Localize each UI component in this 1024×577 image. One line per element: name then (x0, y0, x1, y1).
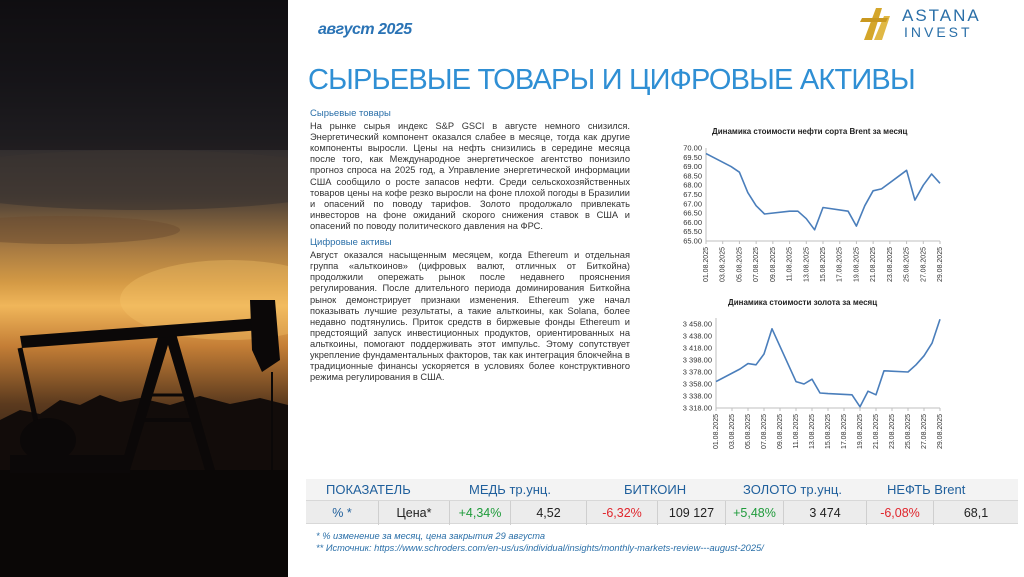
brent-y-tick-label: 68.00 (683, 180, 702, 190)
brent-x-tick-label: 05.08.2025 (736, 247, 744, 283)
brent-chart-title: Динамика стоимости нефти сорта Brent за месяц (712, 127, 908, 136)
gold-x-tick-label: 05.08.2025 (745, 414, 752, 450)
table-header-row (306, 479, 1018, 500)
gold-y-tick-label: 3 458.00 (682, 319, 712, 329)
brent-y-tick-label: 69.00 (683, 162, 702, 172)
header-bitcoin: БИТКОИН (624, 482, 687, 497)
section-text-commodities: На рынке сырья индекс S&P GSCI в августе немного снизился. Энергетический компонент оказался слабее в месяце, тогда как другие компоненты выросли. Цены на нефть снизились в середине месяца после того, как Международное энергетическое агентство понизило прогноз спроса на 2025 год, а Управление энергетической информации США сообщило о росте запасов нефти. Среди сельскохозяйственных товаров цены на кофе резко выросли на фоне плохой погоды в Бразилии и опасений по поводу тарифов. Золото продолжало привлекать инвесторов на фоне ожиданий скорого снижения ставок в США и опасений по поводу политического давления на ФРС. (310, 121, 630, 231)
cell-brent-price: 68,1 (933, 501, 1018, 525)
brent-y-tick-label: 66.50 (683, 208, 702, 218)
brent-chart (640, 120, 980, 285)
gold-x-tick-label: 29.08.2025 (937, 414, 944, 450)
cell-copper-change: +4,34% (449, 501, 510, 525)
brent-y-tick-label: 66.00 (683, 217, 702, 227)
gold-y-tick-label: 3 398.00 (682, 355, 712, 365)
footnote-source: ** Источник: https://www.schroders.com/en-us/us/individual/insights/monthly-markets-review---august-2025/ (316, 543, 764, 553)
header-indicator: ПОКАЗАТЕЛЬ (326, 482, 411, 497)
cell-brent-change: -6,08% (866, 501, 933, 525)
oil-pump-jack-photo (0, 0, 288, 577)
gold-x-tick-label: 21.08.2025 (873, 414, 880, 450)
brent-x-tick-label: 15.08.2025 (820, 247, 827, 283)
footnote-change: * % изменение за месяц, цена закрытия 29 августа (316, 531, 546, 541)
logo-text-invest: INVEST (904, 24, 973, 40)
gold-y-tick-label: 3 338.00 (682, 391, 712, 401)
table-row (306, 500, 1018, 524)
brent-y-tick-label: 69.50 (683, 152, 702, 162)
cell-percent-label: % * (332, 506, 352, 520)
gold-x-tick-label: 17.08.2025 (841, 414, 848, 450)
indicators-table (306, 479, 1018, 526)
brent-x-tick-label: 19.08.2025 (853, 247, 861, 283)
brent-x-tick-label: 21.08.2025 (870, 247, 878, 283)
astana-invest-emblem-icon (858, 4, 898, 44)
brent-x-tick-label: 03.08.2025 (719, 247, 727, 283)
brent-x-tick-label: 23.08.2025 (886, 247, 894, 283)
section-heading-digital-assets: Цифровые активы (310, 237, 392, 249)
gold-chart (640, 292, 980, 462)
brent-x-tick-label: 25.08.2025 (903, 247, 911, 283)
brent-x-tick-label: 09.08.2025 (769, 247, 777, 283)
report-date: август 2025 (318, 21, 412, 38)
gold-y-tick-label: 3 418.00 (682, 343, 712, 353)
brent-x-tick-label: 17.08.2025 (836, 247, 844, 283)
page-title: СЫРЬЕВЫЕ ТОВАРЫ И ЦИФРОВЫЕ АКТИВЫ (308, 64, 915, 96)
brent-y-tick-label: 65.00 (683, 236, 702, 246)
brent-x-tick-label: 07.08.2025 (753, 247, 761, 283)
cell-gold-price: 3 474 (783, 501, 866, 525)
gold-y-tick-label: 3 318.00 (682, 403, 712, 413)
brent-y-tick-label: 65.50 (683, 227, 702, 237)
gold-series-line (716, 319, 940, 407)
logo-text-astana: ASTANA (902, 6, 981, 25)
gold-x-tick-label: 15.08.2025 (825, 414, 832, 450)
brent-chart-svg (640, 120, 980, 285)
brent-y-tick-label: 68.50 (683, 171, 702, 181)
gold-y-tick-label: 3 438.00 (682, 331, 712, 341)
brent-x-tick-label: 29.08.2025 (937, 247, 944, 283)
gold-y-tick-label: 3 378.00 (682, 367, 712, 377)
gold-x-tick-label: 09.08.2025 (777, 414, 784, 450)
brent-x-tick-label: 13.08.2025 (803, 247, 811, 283)
gold-x-tick-label: 27.08.2025 (921, 414, 928, 450)
gold-x-tick-label: 07.08.2025 (761, 414, 768, 450)
gold-x-tick-label: 13.08.2025 (809, 414, 816, 450)
header-copper: МЕДЬ тр.унц. (469, 482, 551, 497)
section-heading-commodities: Сырьевые товары (310, 108, 391, 119)
gold-x-tick-label: 19.08.2025 (857, 414, 864, 450)
cell-gold-change: +5,48% (725, 501, 783, 525)
cell-bitcoin-change: -6,32% (586, 501, 657, 525)
gold-x-tick-label: 03.08.2025 (729, 414, 736, 450)
cell-copper-price: 4,52 (510, 501, 586, 525)
header-gold: ЗОЛОТО тр.унц. (743, 482, 842, 497)
gold-y-tick-label: 3 358.00 (682, 379, 712, 389)
brent-series-line (706, 154, 940, 230)
cell-price-label: Цена* (378, 501, 449, 525)
astana-invest-logo (858, 4, 1018, 44)
text-column (310, 108, 630, 388)
brent-x-tick-label: 27.08.2025 (920, 247, 928, 283)
gold-chart-title: Динамика стоимости золота за месяц (728, 298, 878, 307)
gold-x-tick-label: 01.08.2025 (713, 414, 720, 450)
gold-x-tick-label: 11.08.2025 (793, 414, 800, 449)
cell-bitcoin-price: 109 127 (657, 501, 725, 525)
pump-jack-silhouette (0, 0, 288, 577)
brent-x-tick-label: 11.08.2025 (786, 247, 794, 282)
brent-x-tick-label: 01.08.2025 (703, 247, 710, 283)
brent-y-tick-label: 70.00 (683, 143, 702, 153)
gold-x-tick-label: 23.08.2025 (889, 414, 896, 450)
brent-y-tick-label: 67.50 (683, 190, 702, 199)
brent-y-tick-label: 67.00 (683, 199, 702, 209)
section-text-digital-assets: Август оказался насыщенным месяцем, когда Ethereum и отдельная группа «альткоинов» (цифровых валют, отличных от Биткойна) продолжили опережать рынок после недавнего прояснения регулирования. После длительного периода доминирования Биткойна рынок демонстрирует признаки изменения. Ethereum уже начал показывать лучшие результаты, а такие альткоины, как Solana, более недавно подтянулись. Приток средств в биржевые фонды Ethereum и предстоящий запуск инвестиционных продуктов, ориентированных на альткоины, помогают поддерживать этот импульс. Этому сопутствует укрепление фундаментальных факторов, так как интеграция блокчейна в традиционные финансы ускоряется в условиях более конструктивного режима регулирования в США. (310, 250, 630, 383)
header-brent: НЕФТЬ Brent (887, 482, 966, 497)
gold-chart-svg (640, 292, 980, 462)
gold-x-tick-label: 25.08.2025 (905, 414, 912, 450)
